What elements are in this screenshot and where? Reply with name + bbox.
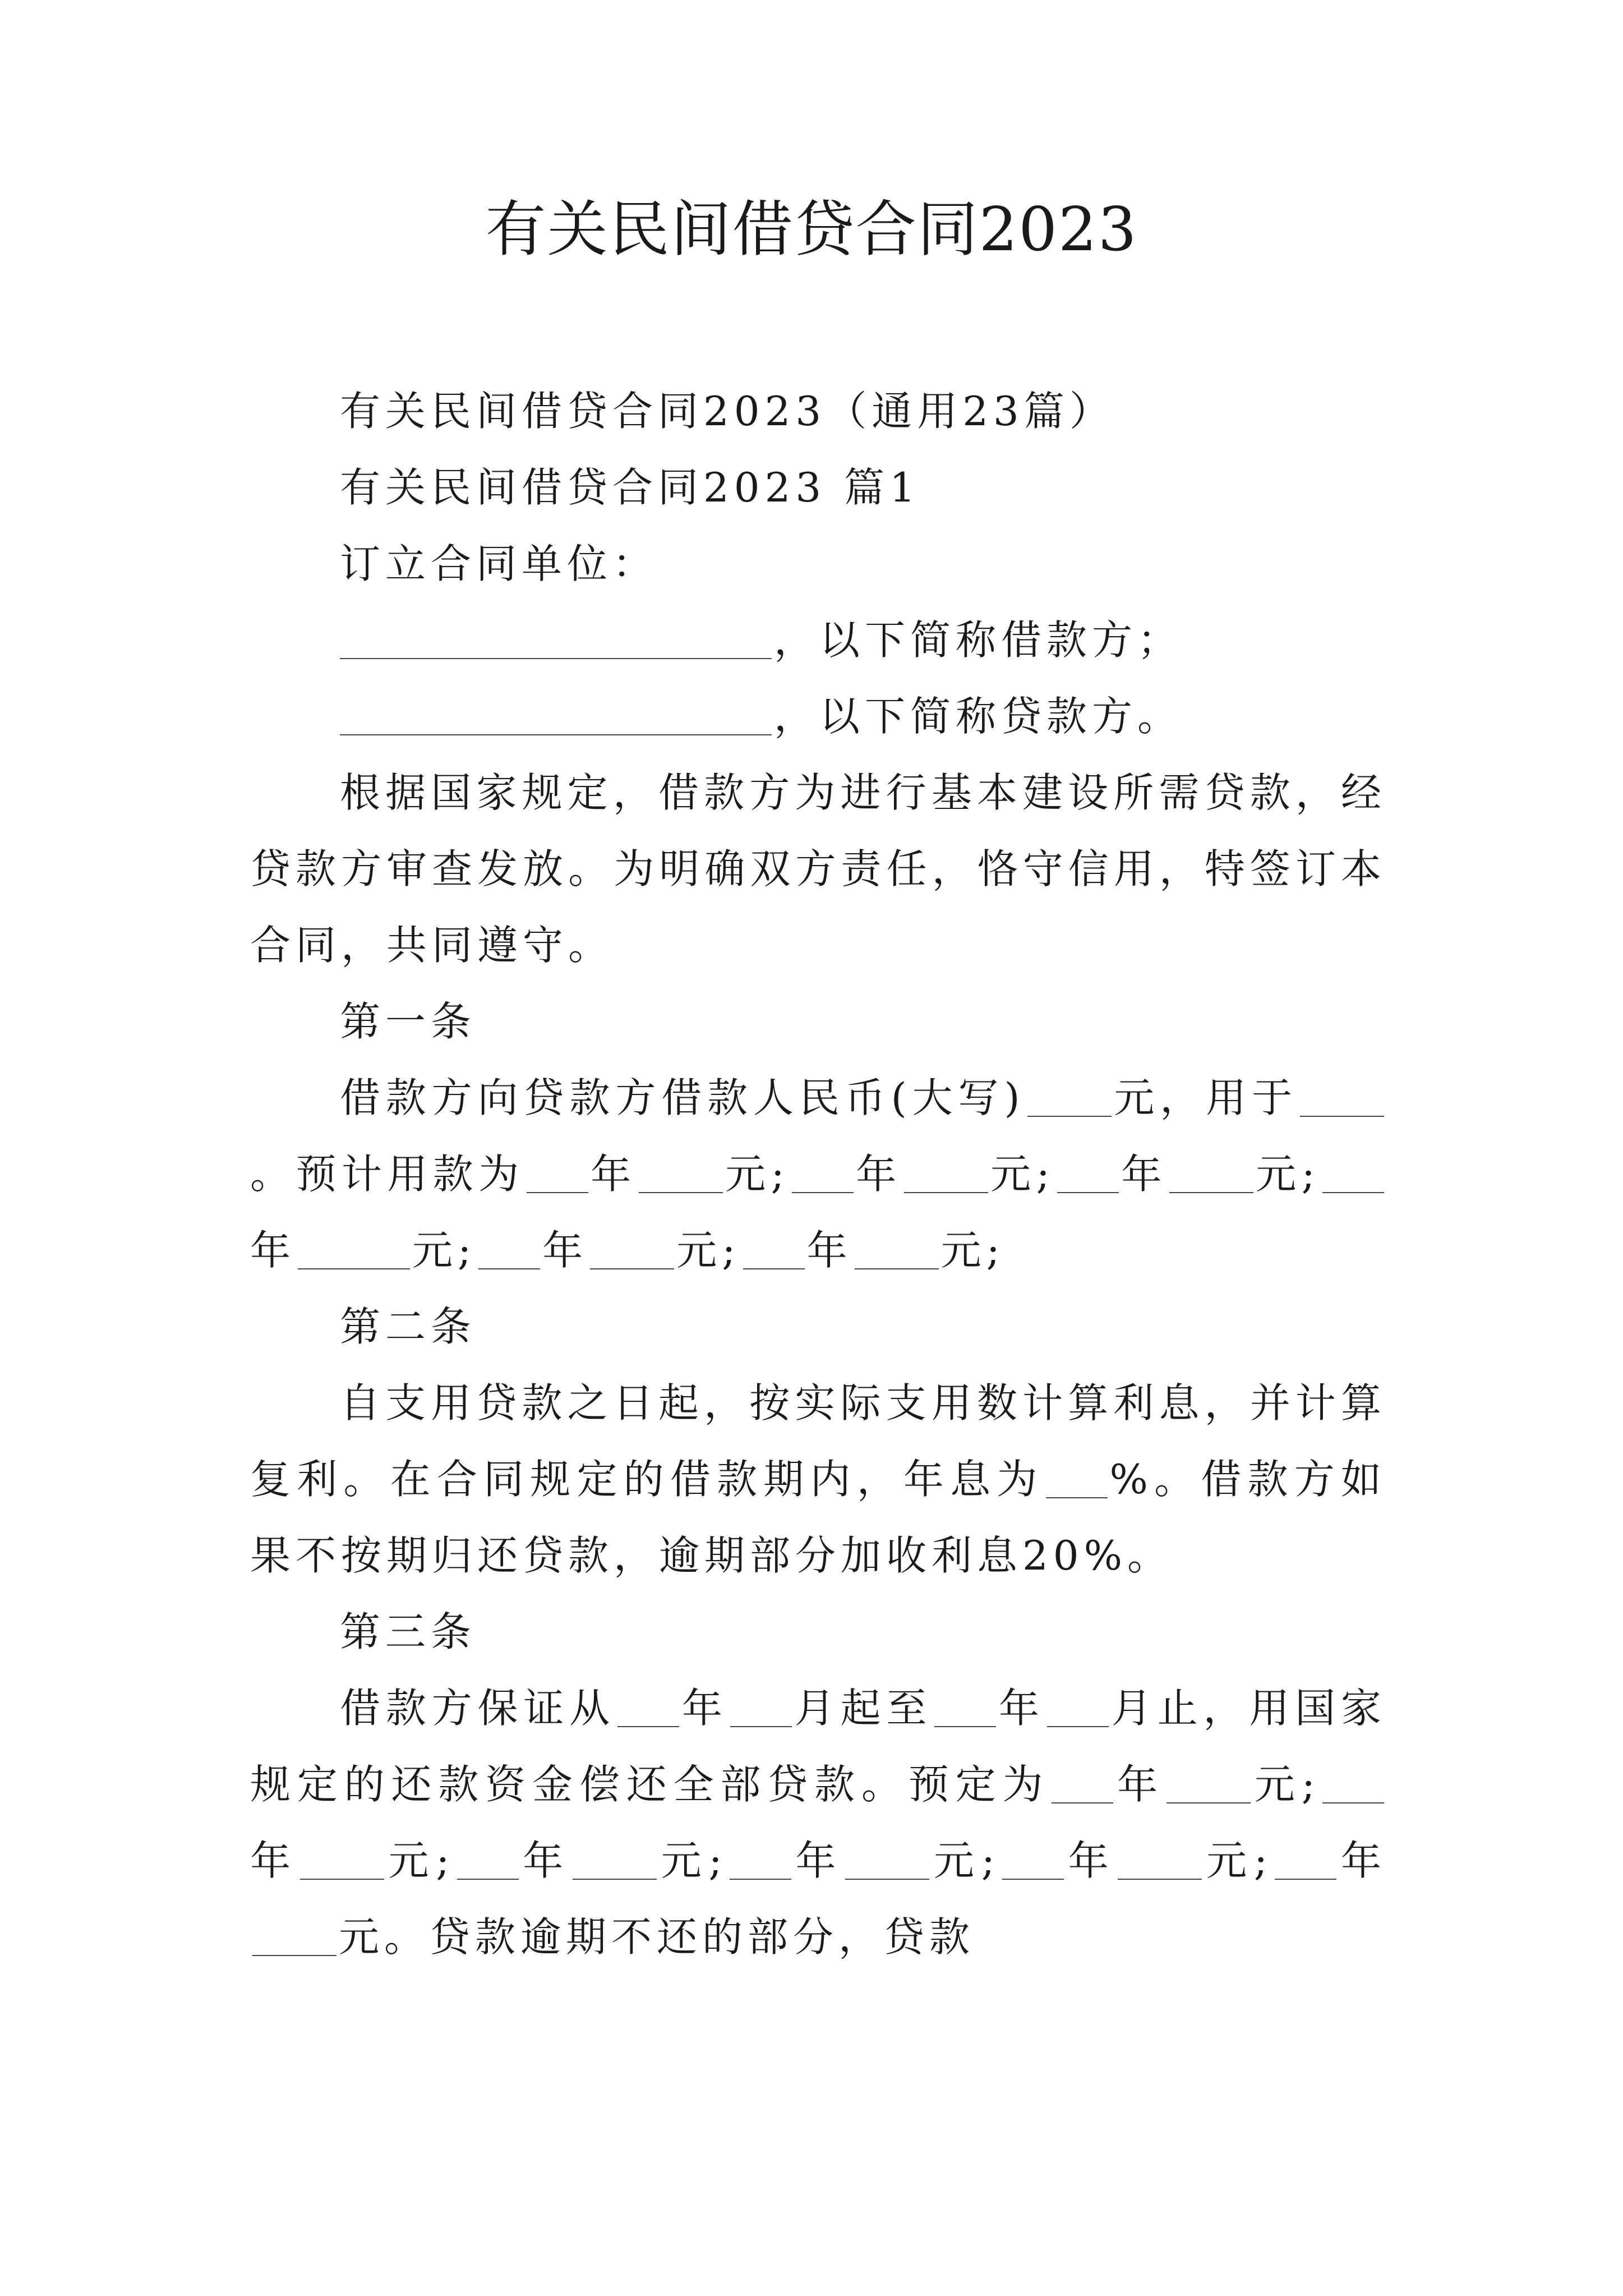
year-blank [1275, 1838, 1336, 1880]
amount-blank [1118, 1838, 1202, 1880]
amount-blank [300, 1838, 384, 1880]
yuan-label: 元。 [339, 1913, 430, 1961]
amount-blank [590, 1228, 674, 1269]
article3-text: 月起至 [794, 1685, 933, 1732]
amount-blank [1027, 1075, 1112, 1117]
preamble: 根据国家规定，借款方为进行基本建设所需贷款，经贷款方审查发放。为明确双方责任，恪守信用，特签订本合同，共同遵守。 [250, 769, 1386, 969]
borrower-blank [340, 618, 772, 659]
year-label: 年 [520, 1837, 570, 1884]
amount-blank [845, 1838, 929, 1880]
year-blank [617, 1686, 679, 1727]
parties-label: 订立合同单位： [340, 540, 658, 587]
year-blank [478, 1228, 540, 1269]
year-label: 年 [542, 1227, 588, 1274]
amount-blank [1166, 1762, 1251, 1803]
year-blank [1322, 1762, 1384, 1803]
article1-text: 。预计用款为 [250, 1151, 524, 1198]
year-blank [934, 1686, 996, 1727]
article2-body [250, 1365, 1386, 1594]
yuan-label: 元; [1204, 1837, 1273, 1884]
year-label: 年 [1115, 1761, 1165, 1808]
article3-heading: 第三条 [340, 1608, 477, 1655]
year-label: 年 [250, 1227, 296, 1274]
year-label: 年 [1339, 1837, 1386, 1884]
year-blank [792, 1152, 854, 1193]
purpose-blank [1300, 1075, 1384, 1117]
year-label: 年 [793, 1837, 843, 1884]
article2-text: 自支用贷款之日起，按实际支用数计算利息，并计算复利。在合同规定的借款期内，年息为 [250, 1379, 1386, 1503]
amount-blank [1169, 1152, 1253, 1193]
year-blank [527, 1152, 588, 1193]
year-label: 年 [590, 1151, 637, 1198]
article1-text: 借款方向贷款方借款人民币(大写) [340, 1074, 1025, 1121]
article2-heading: 第二条 [340, 1303, 477, 1350]
yuan-label: 元; [940, 1227, 1005, 1274]
year-blank [743, 1228, 805, 1269]
article3-body [250, 1670, 1386, 1975]
article3-text: 借款方保证从 [340, 1685, 616, 1732]
lender-line [250, 678, 1386, 754]
year-label: 年 [806, 1227, 852, 1274]
amount-blank [855, 1228, 939, 1269]
year-label: 年 [855, 1151, 902, 1198]
amount-blank [573, 1838, 657, 1880]
borrower-suffix: ，以下简称借款方； [774, 616, 1183, 664]
interest-rate-blank [1046, 1457, 1108, 1498]
yuan-label: 元; [676, 1227, 741, 1274]
amount-blank [639, 1152, 723, 1193]
yuan-label: 元; [990, 1151, 1055, 1198]
section-heading: 有关民间借贷合同2023 篇1 [340, 464, 920, 511]
yuan-label: 元; [1255, 1151, 1320, 1198]
yuan-label: 元; [412, 1227, 477, 1274]
amount-blank [252, 1915, 336, 1956]
article3-text: 贷款逾期不还的部分，贷款 [430, 1913, 975, 1961]
year-label: 年 [998, 1685, 1045, 1732]
year-label: 年 [681, 1685, 728, 1732]
month-blank [730, 1686, 792, 1727]
year-label: 年 [1121, 1151, 1167, 1198]
yuan-label: 元; [932, 1837, 1000, 1884]
yuan-label: 元; [1253, 1761, 1320, 1808]
article1-body [250, 1060, 1386, 1289]
yuan-label: 元; [725, 1151, 790, 1198]
article1-heading: 第一条 [340, 998, 477, 1045]
month-blank [1047, 1686, 1109, 1727]
year-label: 年 [250, 1837, 298, 1884]
year-blank [1052, 1762, 1113, 1803]
lender-blank [340, 694, 772, 735]
year-blank [730, 1838, 791, 1880]
year-blank [1322, 1152, 1384, 1193]
yuan-label: 元; [658, 1837, 727, 1884]
amount-blank [298, 1228, 410, 1269]
year-blank [457, 1838, 519, 1880]
lender-suffix: ，以下简称贷款方。 [774, 693, 1183, 740]
borrower-line [250, 602, 1386, 678]
subtitle: 有关民间借贷合同2023（通用23篇） [340, 388, 1115, 435]
year-blank [1002, 1838, 1064, 1880]
year-blank [1057, 1152, 1119, 1193]
document-title: 有关民间借贷合同2023 [485, 195, 1138, 265]
article2-text: %。借款方如果不按期归还贷款，逾期部分加收利息20%。 [250, 1456, 1386, 1579]
document-body [250, 373, 1386, 1975]
article3-text: 月止，用国家规定的还款资金偿还全部贷款。预定为 [250, 1685, 1386, 1808]
year-label: 年 [1066, 1837, 1116, 1884]
yuan-label: 元; [386, 1837, 455, 1884]
amount-blank [904, 1152, 988, 1193]
article1-text: 元，用于 [1113, 1074, 1298, 1121]
